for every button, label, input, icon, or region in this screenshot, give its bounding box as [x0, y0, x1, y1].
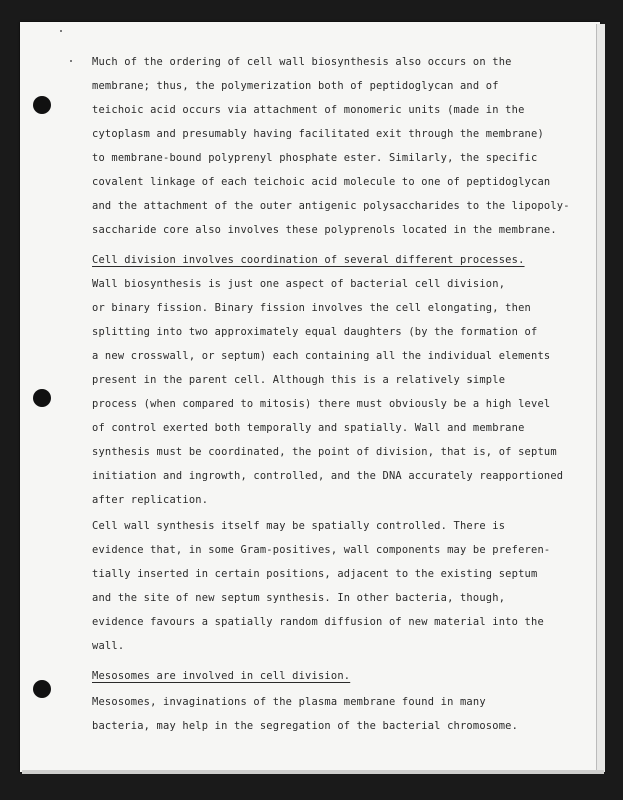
- text-line: covalent linkage of each teichoic acid molecule to one of peptidoglycan: [92, 176, 551, 188]
- text-line: Much of the ordering of cell wall biosynthesis also occurs on the: [92, 56, 512, 68]
- text-line: and the attachment of the outer antigenic polysaccharides to the lipopoly-: [92, 200, 570, 212]
- scan-speck: [70, 60, 72, 62]
- page-edge-bottom: [22, 770, 604, 774]
- text-line: of control exerted both temporally and spatially. Wall and membrane: [92, 422, 525, 434]
- text-line: or binary fission. Binary fission involves the cell elongating, then: [92, 302, 531, 314]
- text-line: a new crosswall, or septum) each containing all the individual elements: [92, 350, 551, 362]
- text-line: wall.: [92, 640, 125, 652]
- text-line: and the site of new septum synthesis. In other bacteria, though,: [92, 592, 506, 604]
- text-line: bacteria, may help in the segregation of the bacterial chromosome.: [92, 720, 519, 732]
- section-heading: Cell division involves coordination of several different processes.: [92, 254, 525, 266]
- text-line: splitting into two approximately equal daughters (by the formation of: [92, 326, 538, 338]
- page-edge: [596, 24, 605, 772]
- scan-speck: [60, 30, 62, 32]
- text-line: saccharide core also involves these polyprenols located in the membrane.: [92, 224, 557, 236]
- punch-hole-middle: [33, 389, 51, 407]
- text-line: Mesosomes, invaginations of the plasma membrane found in many: [92, 696, 486, 708]
- text-line: evidence favours a spatially random diffusion of new material into the: [92, 616, 544, 628]
- text-line: tially inserted in certain positions, adjacent to the existing septum: [92, 568, 538, 580]
- text-line: Cell wall synthesis itself may be spatially controlled. There is: [92, 520, 506, 532]
- text-line: cytoplasm and presumably having facilitated exit through the membrane): [92, 128, 544, 140]
- punch-hole-top: [33, 96, 51, 114]
- text-line: initiation and ingrowth, controlled, and the DNA accurately reapportioned: [92, 470, 564, 482]
- text-line: membrane; thus, the polymerization both of peptidoglycan and of: [92, 80, 499, 92]
- text-line: teichoic acid occurs via attachment of monomeric units (made in the: [92, 104, 525, 116]
- text-line: to membrane-bound polyprenyl phosphate ester. Similarly, the specific: [92, 152, 538, 164]
- text-line: after replication.: [92, 494, 209, 506]
- text-line: present in the parent cell. Although this is a relatively simple: [92, 374, 506, 386]
- text-line: process (when compared to mitosis) there must obviously be a high level: [92, 398, 551, 410]
- text-line: Wall biosynthesis is just one aspect of bacterial cell division,: [92, 278, 506, 290]
- text-line: evidence that, in some Gram-positives, wall components may be preferen-: [92, 544, 551, 556]
- section-heading: Mesosomes are involved in cell division.: [92, 670, 351, 682]
- text-line: synthesis must be coordinated, the point of division, that is, of septum: [92, 446, 557, 458]
- punch-hole-bottom: [33, 680, 51, 698]
